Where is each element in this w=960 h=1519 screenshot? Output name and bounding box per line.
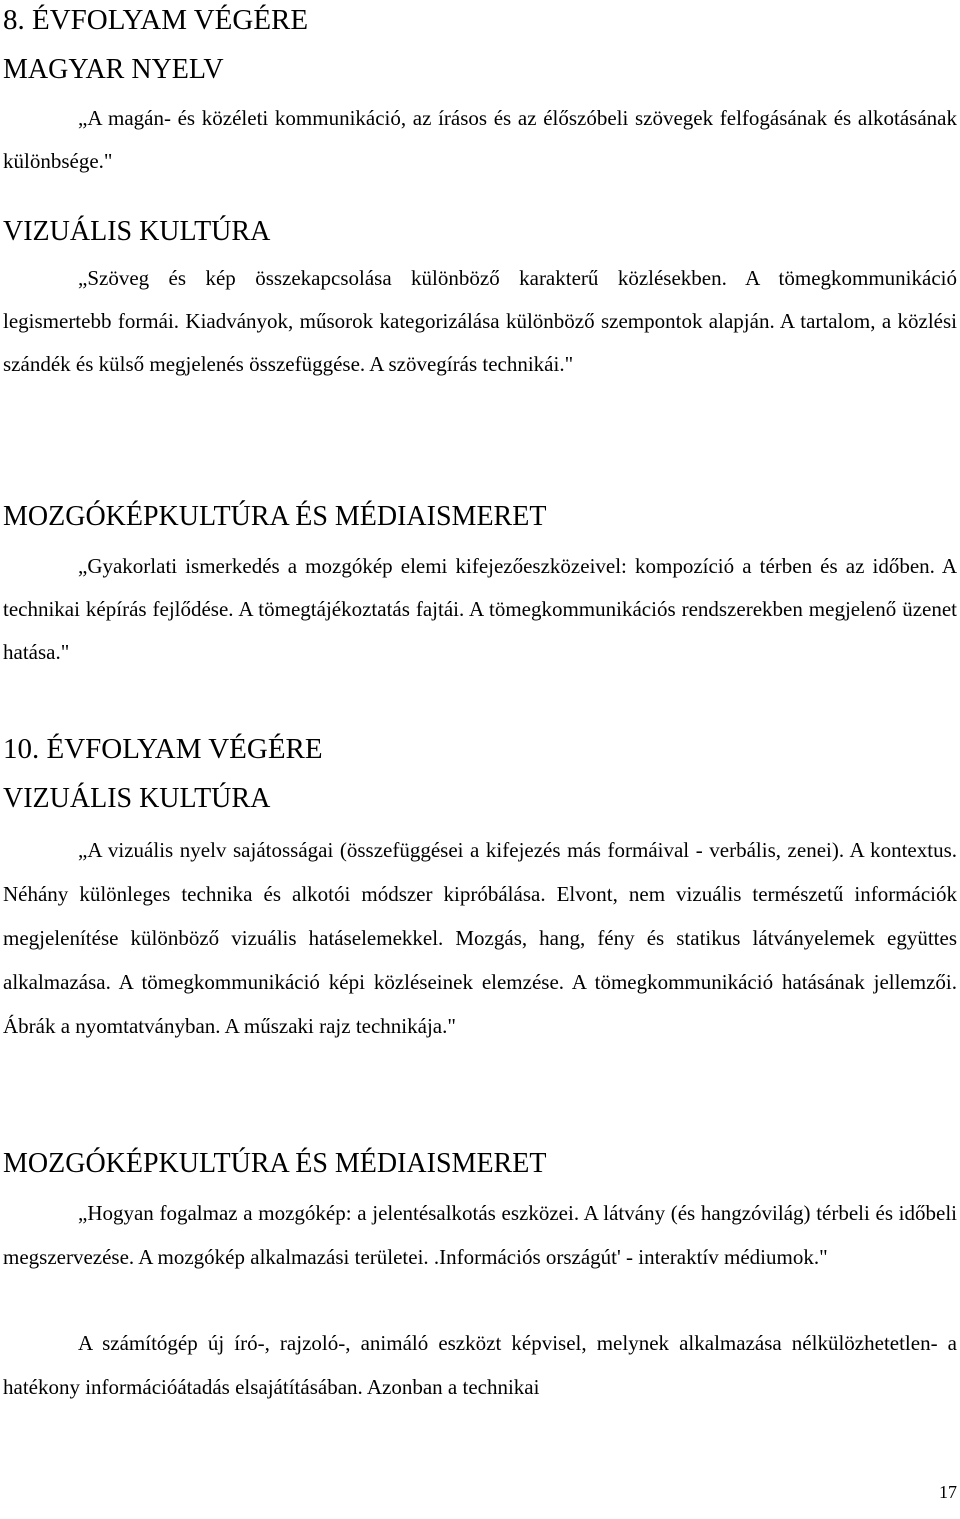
page-number: 17: [939, 1482, 957, 1502]
subject-heading-vizualis-kultura-10: VIZUÁLIS KULTÚRA: [3, 783, 271, 814]
grade-10-heading: 10. ÉVFOLYAM VÉGÉRE: [3, 733, 323, 765]
subject-heading-vizualis-kultura-8: VIZUÁLIS KULTÚRA: [3, 216, 271, 247]
paragraph-mozgokepkultura-8: „Gyakorlati ismerkedés a mozgókép elemi kifejezőeszközeivel: kompozíció a térben és az időben. A technikai képírás fejlődése. A tömegtájékoztatás fajtái. A tömegkommunikációs rendszerekben megjelenő üzenet hatása.": [3, 554, 957, 664]
grade-8-heading: 8. ÉVFOLYAM VÉGÉRE: [3, 4, 309, 36]
paragraph-magyar-nyelv: „A magán- és közéleti kommunikáció, az írásos és az élőszóbeli szövegek felfogásának és alkotásának különbsége.": [3, 106, 957, 173]
paragraph-mozgokepkultura-10-first: „Hogyan fogalmaz a mozgókép: a jelentésalkotás eszközei. A látvány (és hangzóvilág) térbeli és időbeli megszervezése. A mozgókép alkalmazási területei. .Információs országút' - interaktív médiumok.": [3, 1201, 957, 1269]
paragraph-vizualis-kultura-10: „A vizuális nyelv sajátosságai (összefüggései a kifejezés más formáival - verbális, zenei). A kontextus. Néhány különleges technika és alkotói módszer kipróbálása. Elvont, nem vizuális természetű információk megjelenítése különböző vizuális hatáselemekkel. Mozgás, hang, fény és statikus látványelemek együttes alkalmazása. A tömegkommunikáció képi közléseinek elemzése. A tömegkommunikáció hatásának jellemzői. Ábrák a nyomtatványban. A műszaki rajz technikája.": [3, 838, 957, 1038]
paragraph-vizualis-kultura-8: „Szöveg és kép összekapcsolása különböző karakterű közlésekben. A tömegkommunikáció legismertebb formái. Kiadványok, műsorok kategorizálása különböző szempontok alapján. A tartalom, a közlési szándék és külső megjelenés összefüggése. A szövegírás technikái.": [3, 266, 957, 376]
subject-heading-mozgokepkultura-10: MOZGÓKÉPKULTÚRA ÉS MÉDIAISMERET: [3, 1148, 547, 1179]
paragraph-mozgokepkultura-10-second: A számítógép új író-, rajzoló-, animáló eszközt képvisel, melynek alkalmazása nélkülözhetetlen- a hatékony információátadás elsajátításában. Azonban a technikai: [3, 1331, 957, 1399]
subject-heading-mozgokepkultura-8: MOZGÓKÉPKULTÚRA ÉS MÉDIAISMERET: [3, 501, 547, 532]
subject-heading-magyar-nyelv: MAGYAR NYELV: [3, 54, 224, 85]
